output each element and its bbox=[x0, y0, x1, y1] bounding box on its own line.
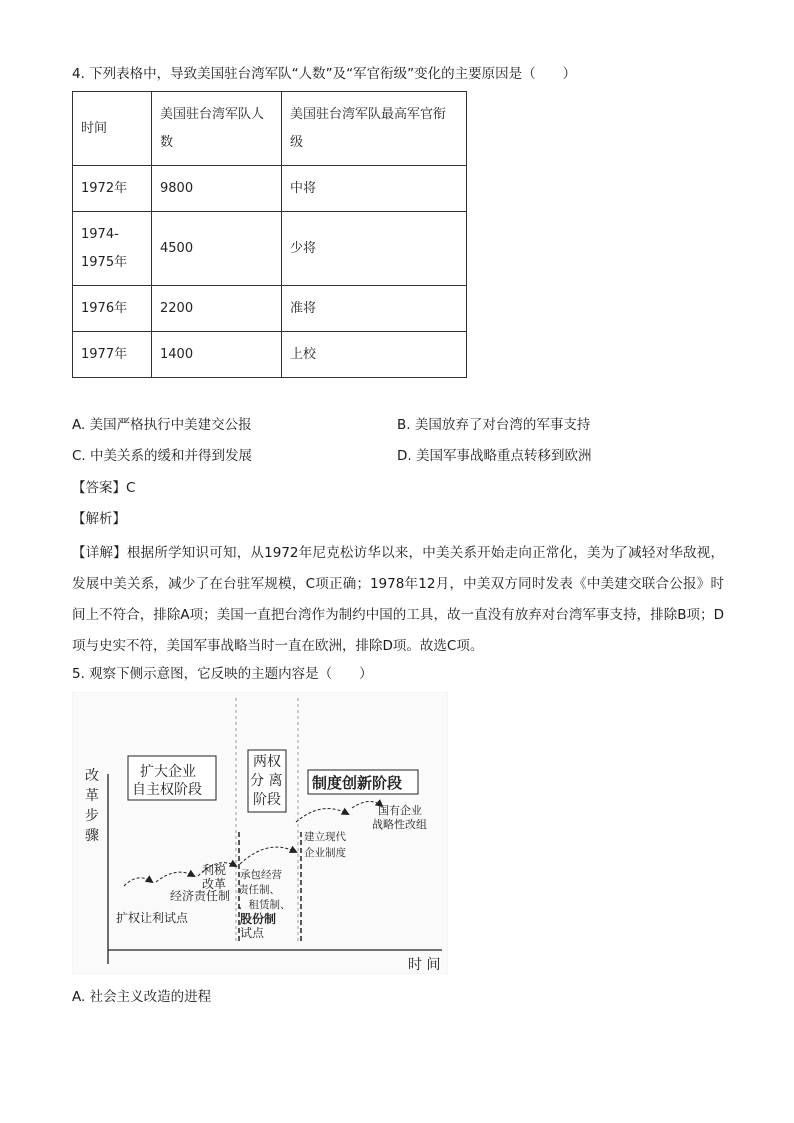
table-cell: 1977年 bbox=[73, 332, 152, 378]
answer-label: 【答案】 bbox=[72, 480, 126, 496]
step-label: 、租赁制、 bbox=[238, 899, 291, 911]
option-d: D. 美国军事战略重点转移到欧洲 bbox=[397, 448, 592, 464]
step-label: 建立现代 bbox=[304, 831, 346, 843]
step-label: 承包经营 bbox=[240, 869, 282, 881]
table-cell: 1976年 bbox=[73, 286, 152, 332]
y-axis-label: 改 bbox=[85, 768, 99, 784]
answer-line bbox=[72, 478, 135, 498]
table-row bbox=[73, 166, 467, 212]
step-label: 国有企业 bbox=[378, 804, 422, 817]
question-5-title: 5. 观察下侧示意图，它反映的主题内容是（ ） bbox=[72, 666, 373, 682]
stage-label: 扩大企业 bbox=[140, 764, 196, 780]
step-label: 责任制、 bbox=[238, 884, 280, 896]
table-cell: 中将 bbox=[282, 166, 467, 212]
step-label: 扩权让利试点 bbox=[116, 911, 189, 925]
detail-paragraph bbox=[72, 538, 724, 662]
stage-label: 分 离 bbox=[250, 773, 283, 789]
troop-table bbox=[72, 91, 467, 378]
step-label: 经济责任制 bbox=[170, 889, 231, 903]
table-cell: 少将 bbox=[282, 212, 467, 286]
option-a: A. 美国严格执行中美建交公报 bbox=[72, 417, 252, 433]
stage-label: 制度创新阶段 bbox=[312, 774, 403, 792]
table-cell: 4500 bbox=[152, 212, 282, 286]
analysis-label: 【解析】 bbox=[72, 511, 126, 527]
step-label: 股份制 bbox=[240, 912, 277, 926]
table-cell: 准将 bbox=[282, 286, 467, 332]
table-cell: 上校 bbox=[282, 332, 467, 378]
option-c: C. 中美关系的缓和并得到发展 bbox=[72, 448, 253, 464]
y-axis-label: 骤 bbox=[85, 828, 99, 844]
table-header-row bbox=[73, 92, 467, 166]
table-row bbox=[73, 286, 467, 332]
table-cell: 9800 bbox=[152, 166, 282, 212]
step-label: 试点 bbox=[240, 926, 265, 940]
step-label: 利税 bbox=[202, 863, 227, 877]
table-row bbox=[73, 212, 467, 286]
table-header-cell: 美国驻台湾军队人 数 bbox=[152, 92, 282, 166]
table-cell: 2200 bbox=[152, 286, 282, 332]
question-4-title: 4. 下列表格中，导致美国驻台湾军队“人数”及“军官衔级”变化的主要原因是（ ） bbox=[72, 66, 577, 82]
stage-label: 阶段 bbox=[253, 792, 281, 808]
detail-label: 【详解】 bbox=[72, 545, 127, 561]
x-axis-label: 时 间 bbox=[408, 957, 441, 973]
stage-label: 两权 bbox=[253, 754, 281, 770]
table-cell: 1972年 bbox=[73, 166, 152, 212]
step-label: 改革 bbox=[202, 877, 227, 891]
table-cell: 1974- 1975年 bbox=[73, 212, 152, 286]
detail-text: 根据所学知识可知，从1972年尼克松访华以来，中美关系开始走向正常化，美为了减轻对华敌视，发展中美关系，减少了在台驻军规模，C项正确；1978年12月，中美双方同时发表《中美建交联合公报》时间上不符合，排除A项；美国一直把台湾作为制约中国的工具，故一直没有放弃对台湾军事支持，排除B项；D项与史实不符，美国军事战略当时一直在欧洲，排除D项。故选C项。 bbox=[72, 545, 725, 654]
table-row bbox=[73, 332, 467, 378]
table-cell: 1400 bbox=[152, 332, 282, 378]
step-label: 战略性改组 bbox=[372, 818, 427, 831]
stage-label: 自主权阶段 bbox=[132, 782, 202, 798]
q5-option-a: A. 社会主义改造的进程 bbox=[72, 989, 212, 1005]
option-b: B. 美国放弃了对台湾的军事支持 bbox=[397, 417, 591, 433]
table-header-cell: 时间 bbox=[73, 92, 152, 166]
reform-stage-diagram bbox=[72, 692, 448, 974]
step-label: 企业制度 bbox=[304, 847, 346, 859]
y-axis-label: 步 bbox=[85, 808, 99, 824]
y-axis-label: 革 bbox=[85, 788, 99, 804]
answer-value: C bbox=[126, 480, 136, 496]
table-header-cell: 美国驻台湾军队最高军官衔 级 bbox=[282, 92, 467, 166]
